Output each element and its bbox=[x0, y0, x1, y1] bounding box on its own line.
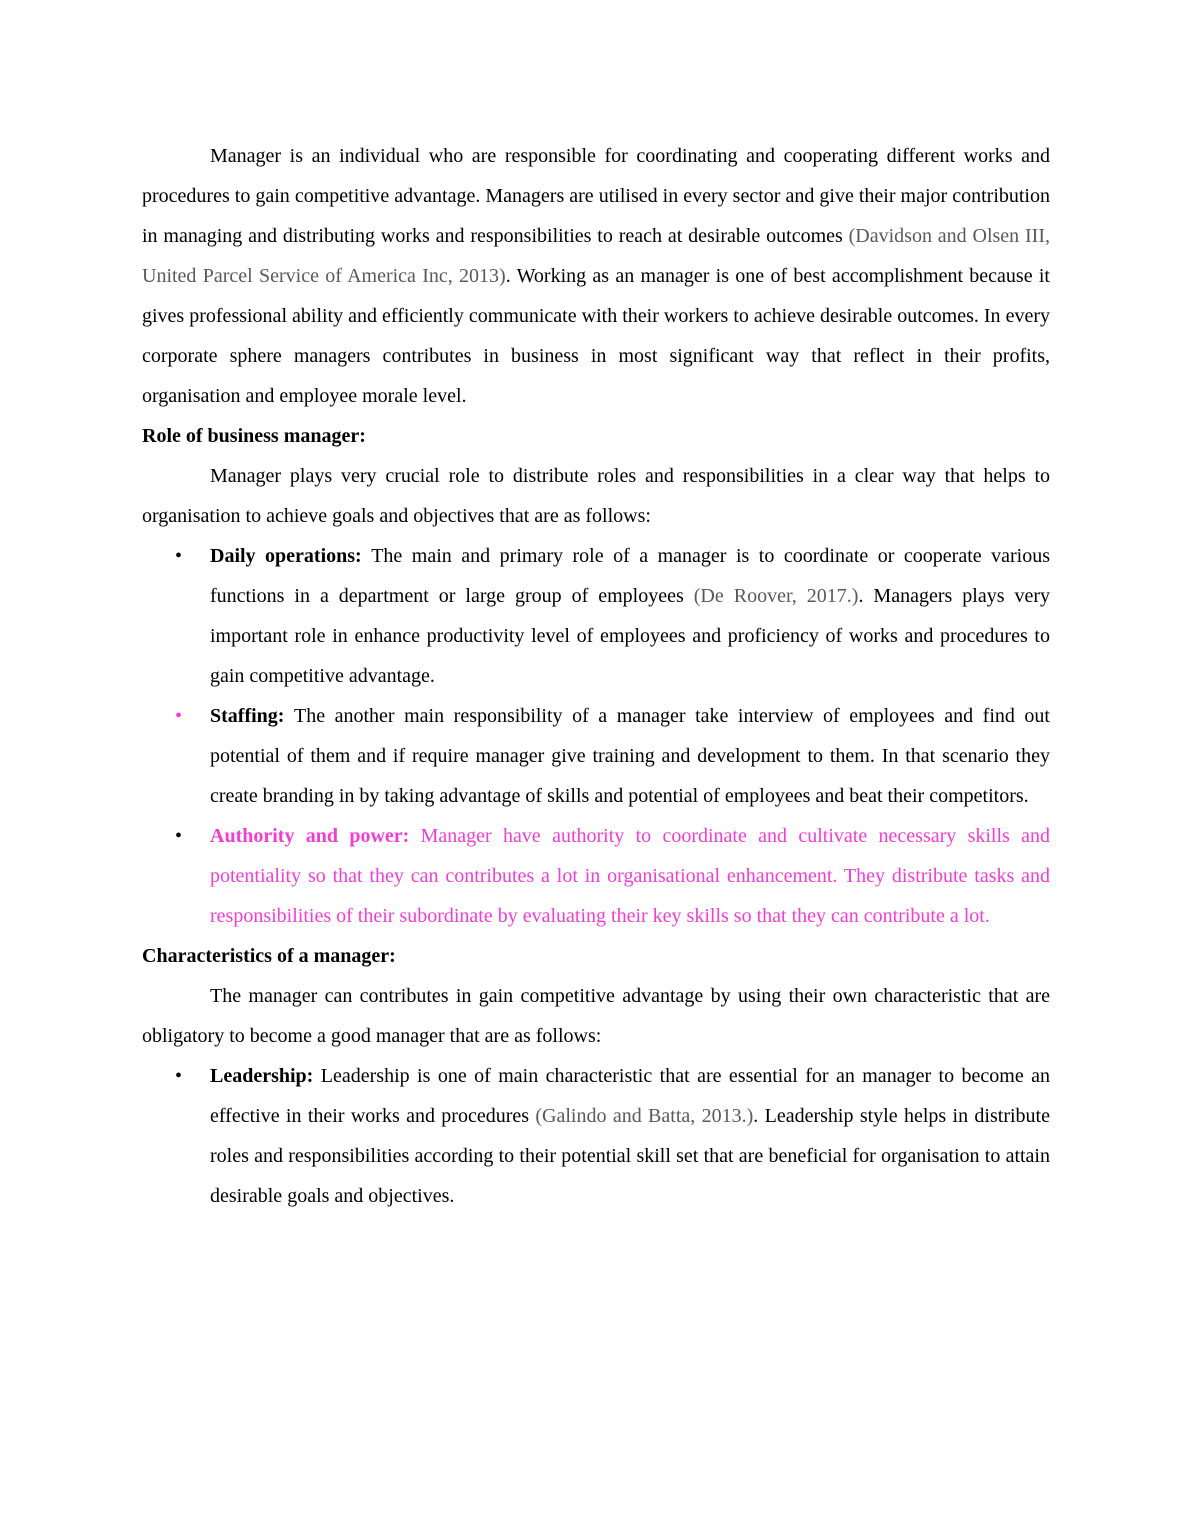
text-segment: The main and primary role of a manager is to coordinate or cooperate various functions in a department or large group of employees bbox=[210, 545, 1051, 607]
bullet-icon: • bbox=[175, 545, 183, 567]
bullet-item-leadership bbox=[142, 1056, 1050, 1216]
text-segment: (Galindo and Batta, 2013.) bbox=[535, 1105, 754, 1127]
bullet-text-leadership bbox=[210, 1065, 1050, 1207]
text-segment: . Managers plays very important role in enhance productivity level of employees and proficiency of works and procedures to gain competitive advantage. bbox=[210, 585, 1051, 687]
text-segment: Authority and power: bbox=[210, 825, 421, 847]
characteristics-intro-paragraph bbox=[142, 976, 1050, 1056]
text-segment: . Working as an manager is one of best accomplishment because it gives professional ability and efficiently communicate with their workers to achieve desirable outcomes. In every corporate sphere managers contributes in business in most significant way that reflect in their profits, organisation and employee morale level. bbox=[142, 265, 1050, 407]
text-segment: . Leadership style helps in distribute roles and responsibilities according to their potential skill set that are beneficial for organisation to attain desirable goals and objectives. bbox=[210, 1105, 1050, 1207]
text-segment: Manager have authority to coordinate and cultivate necessary skills and potentiality so that they can contributes a lot in organisational enhancement. They distribute tasks and responsibilities of their subordinate by evaluating their key skills so that they can contribute a lot. bbox=[210, 825, 1050, 927]
intro-paragraph bbox=[142, 136, 1050, 416]
bullet-icon: • bbox=[175, 825, 183, 847]
bullet-text-staffing bbox=[210, 705, 1050, 807]
text-segment: Leadership: bbox=[210, 1065, 321, 1087]
text-segment: Staffing: bbox=[210, 705, 294, 727]
role-intro-paragraph bbox=[142, 456, 1050, 536]
bullet-text-daily-operations bbox=[210, 545, 1050, 687]
text-segment: Manager is an individual who are responsible for coordinating and cooperating different works and procedures to gain competitive advantage. Managers are utilised in every sector and give their major contribution in managing and distributing works and responsibilities to reach at desirable outcomes bbox=[142, 145, 1050, 247]
text-segment: (Davidson and Olsen III, United Parcel Service of America Inc, 2013) bbox=[142, 225, 1051, 287]
text-segment: Leadership is one of main characteristic that are essential for an manager to become an effective in their works and procedures bbox=[210, 1065, 1051, 1127]
text-segment: (De Roover, 2017.) bbox=[693, 585, 859, 607]
bullet-icon: • bbox=[175, 1065, 183, 1087]
text-segment: The manager can contributes in gain competitive advantage by using their own characteristic that are obligatory to become a good manager that are as follows: bbox=[142, 985, 1050, 1047]
characteristics-section-heading: Characteristics of a manager: bbox=[142, 945, 396, 967]
text-segment: The another main responsibility of a manager take interview of employees and find out potential of them and if require manager give training and development to them. In that scenario they create branding in by taking advantage of skills and potential of employees and beat their competitors. bbox=[210, 705, 1050, 807]
text-segment: Manager plays very crucial role to distribute roles and responsibilities in a clear way that helps to organisation to achieve goals and objectives that are as follows: bbox=[142, 465, 1050, 527]
bullet-item-daily-operations bbox=[142, 536, 1050, 696]
bullet-item-authority-and-power bbox=[142, 816, 1050, 936]
role-section-heading: Role of business manager: bbox=[142, 425, 366, 447]
text-segment: Daily operations: bbox=[210, 545, 372, 567]
bullet-item-staffing bbox=[142, 696, 1050, 816]
bullet-icon: • bbox=[175, 705, 183, 727]
bullet-text-authority-and-power bbox=[210, 825, 1050, 927]
